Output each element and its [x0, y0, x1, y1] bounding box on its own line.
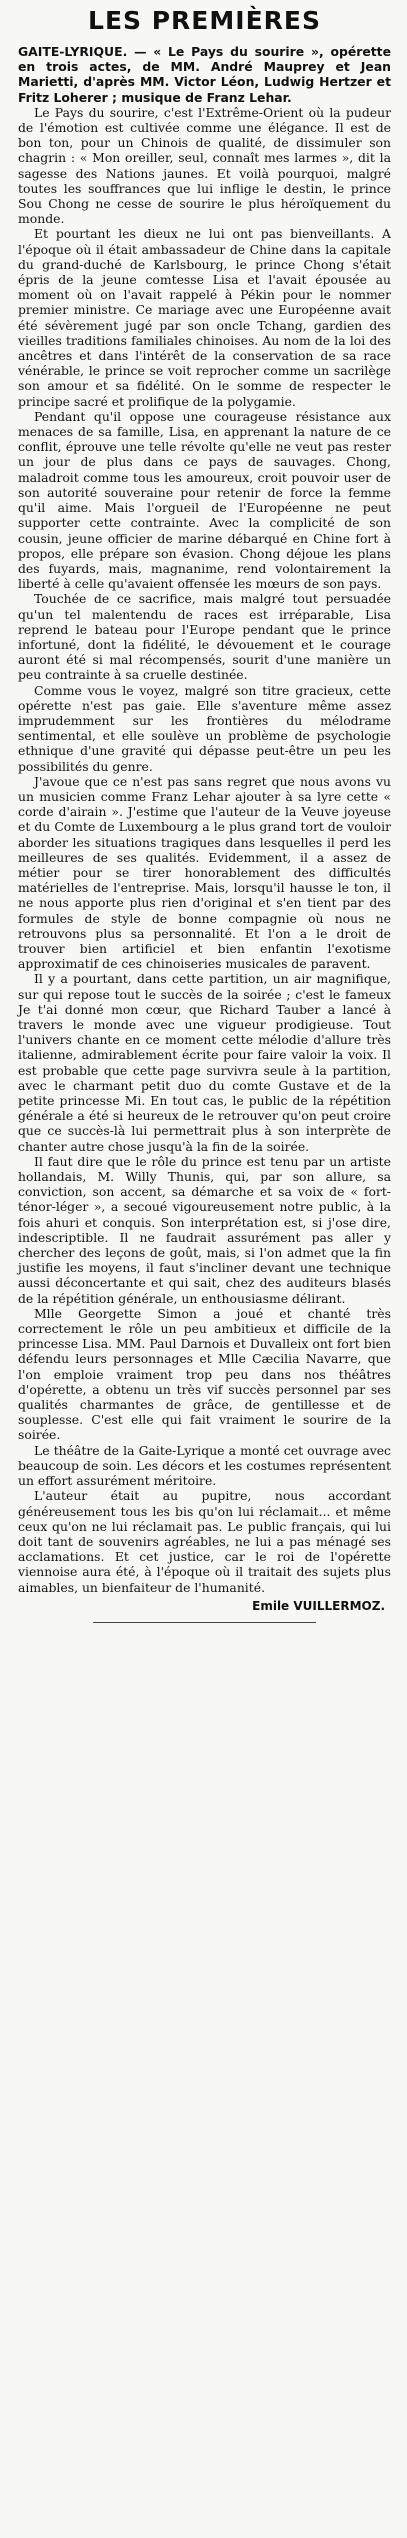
paragraph: Pendant qu'il oppose une courageuse résistance aux menaces de sa famille, Lisa, en apprenant la nature de ce conflit, éprouve une telle révolte qu'elle ne veut pas rester un jour de plus dans ce pays de sauvages. Chong, maladroit comme tous les amoureux, croit pouvoir user de son autorité souveraine pour retenir de force la femme qu'il aime. Mais l'orgueil de l'Européenne ne peut supporter cette contrainte. Avec la complicité de son cousin, jeune officier de marine débarqué en Chine fort à propos, elle prépare son évasion. Chong déjoue les plans des fuyards, mais, magnanime, rend volontairement la liberté à celle qu'avaient offensée les mœurs de son pays.: [18, 408, 391, 592]
paragraph: L'auteur était au pupitre, nous accordant généreusement tous les bis qu'on lui réclamait... et même ceux qu'on ne lui réclamait pas. Le public français, qui lui doit tant de souvenirs agréables, ne lui a pas ménagé ses acclamations. Et cet justice, car le roi de l'opérette viennoise aura été, à l'époque où il traitait des sujets plus aimables, un bienfaiteur de l'humanité.: [18, 1488, 391, 1595]
paragraph: Et pourtant les dieux ne lui ont pas bienveillants. A l'époque où il était ambassadeur de Chine dans la capitale du grand-duché de Karlsbourg, le prince Chong s'était épris de la jeune comtesse Lisa et l'avait épousée au moment où on l'avait rappelé à Pékin pour le nommer premier ministre. Ce mariage avec une Européenne avait été sévèrement jugé par son oncle Tchang, gardien des vieilles traditions familiales chinoises. Au nom de la loi des ancêtres et dans l'intérêt de la conservation de sa race vénérable, le prince se voit reprocher comme un sacrilège son amour et sa fidélité. On le somme de respecter le principe sacré et prolifique de la polygamie.: [18, 226, 391, 409]
author-signature: Emile VUILLERMOZ.: [252, 1598, 385, 1613]
lead-title: GAITE-LYRIQUE. — « Le Pays du sourire », opérette en trois actes, de MM. André Mauprey et Jean Marietti, d'après MM. Victor Léon, Ludwig Hertzer et Fritz Loherer ; musique de Franz Lehar.: [18, 44, 391, 105]
paragraph: Le théâtre de la Gaite-Lyrique a monté cet ouvrage avec beaucoup de soin. Les décors et les costumes représentent un effort assurément méritoire.: [18, 1442, 391, 1489]
paragraph: Le Pays du sourire, c'est l'Extrême-Orient où la pudeur de l'émotion est cultivée comme une élégance. Il est de bon ton, pour un Chinois de qualité, de dissimuler son chagrin : « Mon oreiller, seul, connaît mes larmes », dit la sagesse des Nations jaunes. Et voilà pourquoi, malgré toutes les souffrances que lui inflige le destin, le prince Sou Chong ne cesse de sourire le plus héroïquement du monde.: [18, 104, 391, 227]
paragraph: Touchée de ce sacrifice, mais malgré tout persuadée qu'un tel malentendu de races est irréparable, Lisa reprend le bateau pour l'Europe pendant que le prince infortuné, dont la fidélité, le dévouement et le courage auront été si mal récompensés, sourit d'une manière un peu contrainte à sa cruelle destinée.: [18, 591, 391, 683]
paragraph: J'avoue que ce n'est pas sans regret que nous avons vu un musicien comme Franz Lehar ajouter à sa lyre cette « corde d'airain ». J'estime que l'auteur de la Veuve joyeuse et du Comte de Luxembourg a le plus grand tort de vouloir aborder les situations tragiques dans lesquelles il perd les meilleures de ses qualités. Evidemment, il a assez de métier pour se tirer honorablement des difficultés matérielles de l'entreprise. Mais, lorsqu'il hausse le ton, il ne nous apporte plus rien d'original et s'en tient par des formules de style de bonne compagnie où nous ne retrouvons plus sa personnalité. Et l'on a le droit de trouver bien artificiel et bien enfantin l'exotisme approximatif de ces chinoiseries musicales de paravent.: [18, 773, 391, 972]
divider: [93, 1622, 317, 1623]
paragraph: Comme vous le voyez, malgré son titre gracieux, cette opérette n'est pas gaie. Elle s'aventure même assez imprudemment sur les frontières du mélodrame sentimental, et elle soulève un problème de psychologie ethnique d'une gravité qui dépasse peut-être un peu les possibilités du genre.: [18, 682, 391, 774]
page-title: LES PREMIÈRES: [88, 6, 321, 35]
article-lead: [18, 44, 391, 105]
paragraph: Il y a pourtant, dans cette partition, un air magnifique, sur qui repose tout le succès de la soirée ; c'est le fameux Je t'ai donné mon cœur, que Richard Tauber a lancé à travers le monde avec une vigueur prodigieuse. Tout l'univers chante en ce moment cette mélodie d'allure très italienne, admirablement écrite pour faire valoir la voix. Il est probable que cette page survivra seule à la partition, avec le charmant petit duo du comte Gustave et de la petite princesse Mi. En tout cas, le public de la répétition générale a été si heureux de le retrouver qu'on peut croire que ce succès-là lui permettrait plus à son interprète de chanter autre chose jusqu'à la fin de la soirée.: [18, 971, 391, 1154]
paragraph: Il faut dire que le rôle du prince est tenu par un artiste hollandais, M. Willy Thunis, qui, par son allure, sa conviction, son accent, sa démarche et sa voix de « fort-ténor-léger », a secoué vigoureusement notre public, à la fois ahuri et conquis. Son interprétation est, si j'ose dire, indescriptible. Il ne faudrait assurément pas aller y chercher des leçons de goût, mais, si l'on admet que la fin justifie les moyens, il faut s'incliner devant une technique aussi déconcertante et qui sait, chez des auditeurs blasés de la répétition générale, un enthousiasme délirant.: [18, 1153, 391, 1306]
paragraph: Mlle Georgette Simon a joué et chanté très correctement le rôle un peu ambitieux et difficile de la princesse Lisa. MM. Paul Darnois et Duvalleix ont fort bien défendu leurs personnages et Mlle Cæcilia Navarre, que l'on emploie vraiment trop peu dans nos théâtres d'opérette, a obtenu un très vif succès personnel par ses qualités charmantes de grâce, de gentillesse et de souplesse. C'est elle qui fait vraiment le sourire de la soirée.: [18, 1305, 391, 1443]
review-article: [18, 44, 391, 1623]
